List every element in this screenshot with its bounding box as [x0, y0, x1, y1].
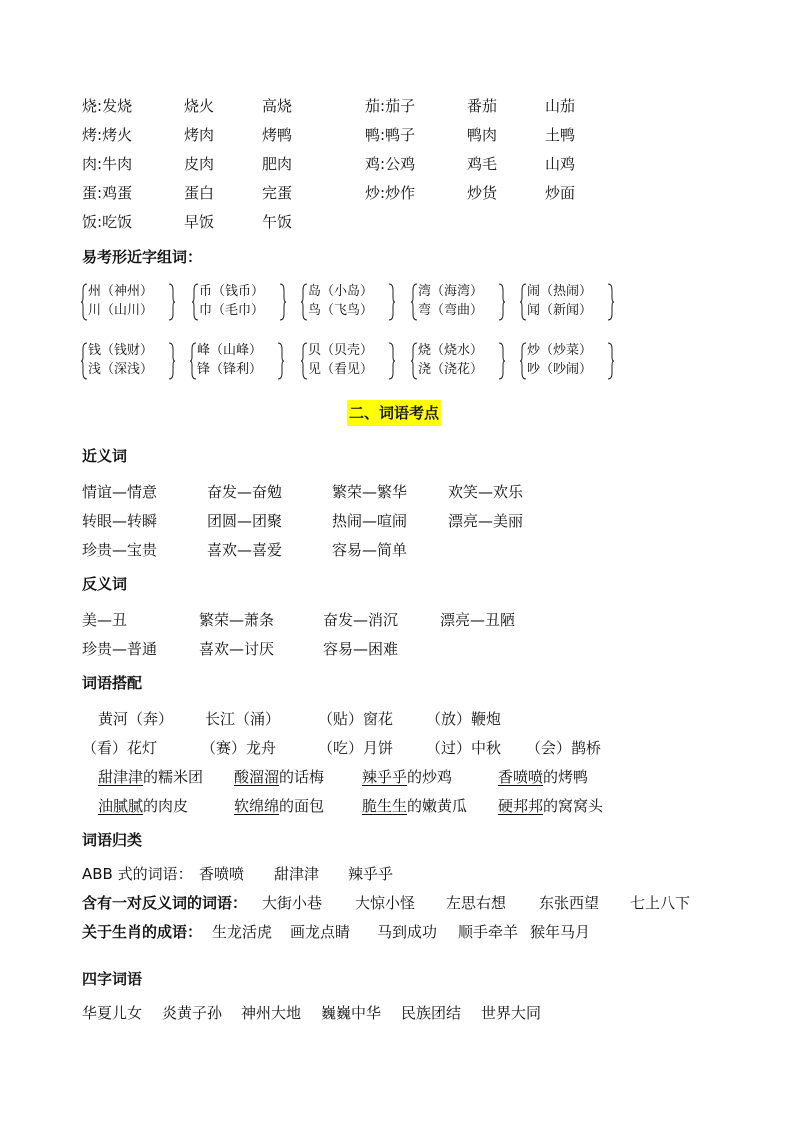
noun: 的肉皮 — [143, 797, 189, 815]
section-heading-antonyms: 反义词 — [82, 575, 128, 593]
word-pair: 情谊—情意 — [82, 483, 158, 501]
word: 皮肉 — [184, 155, 215, 173]
category-label: 关于生肖的成语： — [82, 923, 203, 941]
char-word: 炒（炒菜） — [527, 343, 593, 358]
word: 烤火 — [102, 126, 133, 144]
noun: 的烤鸭 — [543, 768, 589, 786]
word-pair: 容易—困难 — [323, 640, 399, 658]
right-brace-icon — [388, 341, 396, 381]
right-brace-icon — [279, 282, 287, 322]
left-brace-icon — [519, 282, 527, 322]
right-brace-icon — [498, 282, 506, 322]
word: 大惊小怪 — [355, 894, 416, 912]
word: 高烧 — [262, 97, 293, 115]
char-word: 巾（毛巾） — [199, 303, 265, 318]
head-char: 鸡: — [365, 155, 386, 173]
word: 甜津津 — [274, 865, 320, 883]
word: 烤肉 — [184, 126, 215, 144]
char-word: 峰（山峰） — [197, 343, 263, 358]
noun: 的窝窝头 — [543, 797, 604, 815]
head-char: 肉: — [82, 155, 103, 173]
word: 吃饭 — [102, 213, 133, 231]
left-brace-icon — [519, 341, 527, 381]
word-pair: 喜欢—喜爱 — [207, 541, 283, 559]
noun: 的话梅 — [279, 768, 325, 786]
word: 马到成功 — [377, 923, 438, 941]
word: 生龙活虎 — [212, 923, 273, 941]
word: 画龙点睛 — [290, 923, 351, 941]
left-brace-icon — [80, 282, 88, 322]
word: 山鸡 — [545, 155, 576, 173]
word: 辣乎乎 — [348, 865, 394, 883]
word: 巍巍中华 — [321, 1004, 382, 1022]
word: 顺手牵羊 — [458, 923, 519, 941]
word-pair: 容易—简单 — [332, 541, 408, 559]
abb-word: 油腻腻 — [98, 797, 144, 815]
word: 炎黄子孙 — [162, 1004, 223, 1022]
abb-word: 酸溜溜 — [234, 768, 280, 786]
word: 七上八下 — [630, 894, 691, 912]
head-char: 炒: — [365, 184, 386, 202]
word-pair: 繁荣—萧条 — [199, 611, 275, 629]
right-brace-icon — [607, 282, 615, 322]
word-pair: 喜欢—讨厌 — [199, 640, 275, 658]
word: 茄子 — [385, 97, 416, 115]
char-word: 吵（吵闹） — [527, 362, 593, 377]
right-brace-icon — [168, 341, 176, 381]
category-label: ABB 式的词语： — [82, 865, 193, 883]
collocation-item: （贴）窗花 — [318, 710, 394, 728]
noun: 的炒鸡 — [407, 768, 453, 786]
noun: 的糯米团 — [143, 768, 204, 786]
right-brace-icon — [277, 341, 285, 381]
similar-char-group — [300, 282, 396, 322]
word: 神州大地 — [241, 1004, 302, 1022]
char-word: 鸟（飞鸟） — [308, 303, 374, 318]
collocation-item — [362, 796, 467, 816]
collocation-item — [362, 767, 452, 787]
char-word: 弯（弯曲） — [418, 303, 484, 318]
char-word: 州（神州） — [88, 284, 154, 299]
word: 左思右想 — [446, 894, 507, 912]
word-pair: 欢笑—欢乐 — [448, 483, 524, 501]
left-brace-icon — [410, 341, 418, 381]
char-word: 湾（海湾） — [418, 284, 484, 299]
similar-char-group — [410, 341, 506, 381]
head-char: 蛋: — [82, 184, 103, 202]
word: 鸡毛 — [467, 155, 498, 173]
collocation-item — [498, 796, 603, 816]
word: 东张西望 — [539, 894, 600, 912]
similar-char-group — [519, 282, 615, 322]
similar-char-group — [80, 341, 176, 381]
category-label: 含有一对反义词的词语： — [82, 894, 248, 912]
word: 烧火 — [184, 97, 215, 115]
word-pair: 奋发—消沉 — [323, 611, 399, 629]
abb-word: 硬邦邦 — [498, 797, 544, 815]
left-brace-icon — [189, 341, 197, 381]
similar-char-group — [519, 341, 615, 381]
word: 早饭 — [184, 213, 215, 231]
word: 香喷喷 — [199, 865, 245, 883]
word-pair: 奋发—奋勉 — [207, 483, 283, 501]
similar-char-group — [300, 341, 396, 381]
right-brace-icon — [388, 282, 396, 322]
word-pair: 繁荣—繁华 — [332, 483, 408, 501]
word: 土鸭 — [545, 126, 576, 144]
similar-char-group — [189, 341, 285, 381]
collocation-item — [234, 796, 324, 816]
abb-word: 辣乎乎 — [362, 768, 408, 786]
word-pair: 珍贵—普通 — [82, 640, 158, 658]
similar-char-group — [410, 282, 506, 322]
char-word: 川（山川） — [88, 303, 154, 318]
word: 世界大同 — [481, 1004, 542, 1022]
collocation-item — [498, 767, 588, 787]
collocation-item: 黄河（奔） — [98, 710, 174, 728]
word: 猴年马月 — [530, 923, 591, 941]
collocation-item: （吃）月饼 — [318, 739, 394, 757]
head-char: 烤: — [82, 126, 103, 144]
right-brace-icon — [498, 341, 506, 381]
left-brace-icon — [80, 341, 88, 381]
word-pair: 团圆—团聚 — [207, 512, 283, 530]
left-brace-icon — [300, 282, 308, 322]
word: 番茄 — [467, 97, 498, 115]
word: 鸭子 — [385, 126, 416, 144]
collocation-item: （赛）龙舟 — [201, 739, 277, 757]
word: 炒面 — [545, 184, 576, 202]
word: 公鸡 — [385, 155, 416, 173]
abb-word: 甜津津 — [98, 768, 144, 786]
char-word: 闻（新闻） — [527, 303, 593, 318]
similar-char-group — [80, 282, 176, 322]
right-brace-icon — [607, 341, 615, 381]
word: 完蛋 — [262, 184, 293, 202]
word: 山茄 — [545, 97, 576, 115]
left-brace-icon — [191, 282, 199, 322]
char-word: 浇（浇花） — [418, 362, 484, 377]
word: 午饭 — [262, 213, 293, 231]
word: 大街小巷 — [262, 894, 323, 912]
left-brace-icon — [300, 341, 308, 381]
word-pair: 漂亮—丑陋 — [440, 611, 516, 629]
head-char: 茄: — [365, 97, 386, 115]
head-char: 烧: — [82, 97, 103, 115]
collocation-item: （过）中秋 — [426, 739, 502, 757]
collocation-item: 长江（涌） — [205, 710, 281, 728]
char-word: 锋（锋利） — [197, 362, 263, 377]
collocation-item: （会）鹊桥 — [526, 739, 602, 757]
collocation-item — [98, 796, 188, 816]
char-word: 浅（深浅） — [88, 362, 154, 377]
abb-word: 香喷喷 — [498, 768, 544, 786]
word: 鸡蛋 — [102, 184, 133, 202]
section-heading-collocation: 词语搭配 — [82, 674, 143, 692]
word: 发烧 — [102, 97, 133, 115]
char-word: 见（看见） — [308, 362, 374, 377]
char-word: 币（钱币） — [199, 284, 265, 299]
char-word: 岛（小岛） — [308, 284, 374, 299]
word-pair: 热闹—喧闹 — [332, 512, 408, 530]
noun: 的面包 — [279, 797, 325, 815]
word-pair: 转眼—转瞬 — [82, 512, 158, 530]
word-pair: 珍贵—宝贵 — [82, 541, 158, 559]
char-word: 贝（贝壳） — [308, 343, 374, 358]
collocation-item — [98, 767, 203, 787]
char-word: 钱（钱财） — [88, 343, 154, 358]
word: 民族团结 — [401, 1004, 462, 1022]
section-heading-classification: 词语归类 — [82, 831, 143, 849]
head-char: 饭: — [82, 213, 103, 231]
abb-word: 软绵绵 — [234, 797, 280, 815]
section-title: 二、词语考点 — [347, 400, 441, 426]
section-heading-synonyms: 近义词 — [82, 447, 128, 465]
abb-word: 脆生生 — [362, 797, 408, 815]
word: 肥肉 — [262, 155, 293, 173]
word: 炒货 — [467, 184, 498, 202]
head-char: 鸭: — [365, 126, 386, 144]
char-word: 烧（烧水） — [418, 343, 484, 358]
word: 炒作 — [385, 184, 416, 202]
collocation-item — [234, 767, 324, 787]
noun: 的嫩黄瓜 — [407, 797, 468, 815]
word: 鸭肉 — [467, 126, 498, 144]
word: 华夏儿女 — [82, 1004, 143, 1022]
section-heading-four-char: 四字词语 — [82, 970, 143, 988]
collocation-item: （放）鞭炮 — [426, 710, 502, 728]
similar-char-group — [191, 282, 287, 322]
word-pair: 美—丑 — [82, 611, 128, 629]
collocation-item: （看）花灯 — [82, 739, 158, 757]
word-pair: 漂亮—美丽 — [448, 512, 524, 530]
char-word: 闹（热闹） — [527, 284, 593, 299]
word: 烤鸭 — [262, 126, 293, 144]
section-heading-similar-chars: 易考形近字组词： — [82, 248, 203, 266]
right-brace-icon — [168, 282, 176, 322]
word: 牛肉 — [102, 155, 133, 173]
word: 蛋白 — [184, 184, 215, 202]
left-brace-icon — [410, 282, 418, 322]
